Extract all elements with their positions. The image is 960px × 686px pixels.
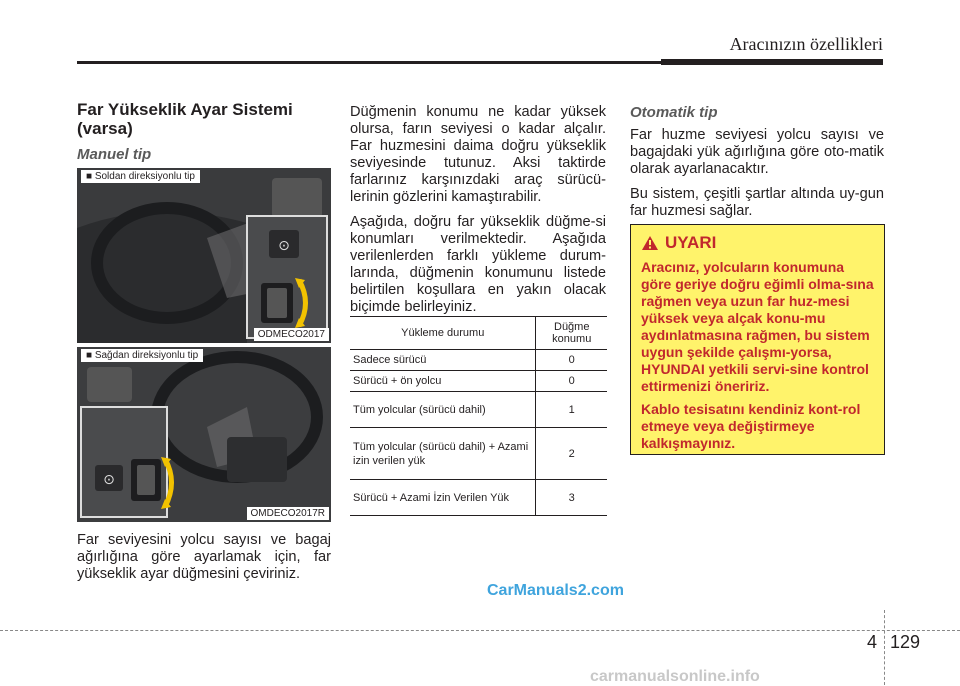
table-row <box>350 392 607 428</box>
warning-title: UYARI <box>665 233 717 252</box>
photo2-code: OMDECO2017R <box>247 507 329 520</box>
table-cell-load: Sadece sürücü <box>350 350 536 371</box>
warning-box <box>630 224 885 455</box>
header-title: Aracınızın özellikleri <box>729 34 883 54</box>
table-row <box>350 480 607 516</box>
table-header-load: Yükleme durumu <box>350 317 536 350</box>
svg-text:⊙: ⊙ <box>103 472 115 488</box>
table-row <box>350 371 607 392</box>
photo1-caption: ■ Soldan direksiyonlu tip <box>81 170 200 183</box>
table-header-position: Düğme konumu <box>536 317 607 350</box>
automatic-subtitle: Otomatik tip <box>630 104 718 121</box>
table-row <box>350 428 607 480</box>
svg-text:⊙: ⊙ <box>278 238 290 254</box>
photo1-code: ODMECO2017 <box>254 328 329 341</box>
header-rule <box>77 61 883 64</box>
warning-paragraph-1: Aracınız, yolcuların konumuna göre geriye doğru eğimli olma-sına rağmen veya uzun far huz-mesi yüksek veya alçak konu-mu aydınlatmasına rağmen, bu sistem uygun şekilde çalışmı-yorsa, HYUNDAI yetkili servi-sine kontrol ettirmenizi öneririz. <box>641 259 874 394</box>
col2-paragraph-1: Düğmenin konumu ne kadar yüksek olursa, farın seviyesi o kadar alçalır. Far huzmesini daima doğru yükseklik seviyesinde tutunuz. Aksi taktirde farlarınız karşınızdaki araç sürücü-lerinin gözlerini kamaştırabilir. <box>350 104 606 205</box>
page-number-divider <box>884 610 885 685</box>
footer-divider <box>0 630 960 631</box>
warning-triangle-icon <box>641 235 659 251</box>
table-cell-position: 0 <box>536 371 607 392</box>
table-cell-position: 2 <box>536 428 607 480</box>
page-number: 129 <box>890 632 921 652</box>
manual-subtitle: Manuel tip <box>77 146 152 163</box>
table-row <box>350 350 607 371</box>
table-cell-position: 3 <box>536 480 607 516</box>
section-title: Far Yükseklik Ayar Sistemi (varsa) <box>77 100 293 138</box>
table-cell-position: 1 <box>536 392 607 428</box>
table-cell-load: Tüm yolcular (sürücü dahil) + Azami izin verilen yük <box>350 428 536 480</box>
warning-paragraph-2: Kablo tesisatını kendiniz kont-rol etmeye veya değiştirmeye kalkışmayınız. <box>641 401 861 451</box>
table-cell-load: Sürücü + Azami İzin Verilen Yük <box>350 480 536 516</box>
chapter-number: 4 <box>867 632 878 652</box>
column-middle <box>350 104 606 316</box>
dashboard-illustration <box>77 168 331 343</box>
photo-left-hand-drive <box>77 168 331 343</box>
warning-heading <box>641 233 874 253</box>
photo2-caption: ■ Sağdan direksiyonlu tip <box>81 349 203 362</box>
table-cell-position: 0 <box>536 350 607 371</box>
dashboard-illustration-rhd <box>77 347 331 522</box>
col2-paragraph-2: Aşağıda, doğru far yükseklik düğme-si konumları verilmektedir. Aşağıda verilenlerden farklı yükleme durum-larında, düğmenin konumunu listede belirtilen koşullara en yakın olacak biçimde belirleyiniz. <box>350 214 606 315</box>
automatic-paragraph-1: Far huzme seviyesi yolcu sayısı ve bagajdaki yük ağırlığına göre oto-matik olarak ayarlanacaktır. <box>630 127 884 177</box>
table-cell-load: Tüm yolcular (sürücü dahil) <box>350 392 536 428</box>
photo-right-hand-drive <box>77 347 331 522</box>
column-left <box>77 100 331 163</box>
column-right <box>630 104 884 220</box>
footer-site-watermark[interactable]: carmanualsonline.info <box>590 668 760 685</box>
load-table <box>350 316 607 516</box>
table-cell-load: Sürücü + ön yolcu <box>350 371 536 392</box>
automatic-paragraph-2: Bu sistem, çeşitli şartlar altında uy-gun far huzmesi sağlar. <box>630 186 884 219</box>
manual-body: Far seviyesini yolcu sayısı ve bagaj ağırlığına göre ayarlamak için, far yükseklik ayar düğmesini çeviriniz. <box>77 532 331 582</box>
watermark-link[interactable]: CarManuals2.com <box>487 582 624 599</box>
